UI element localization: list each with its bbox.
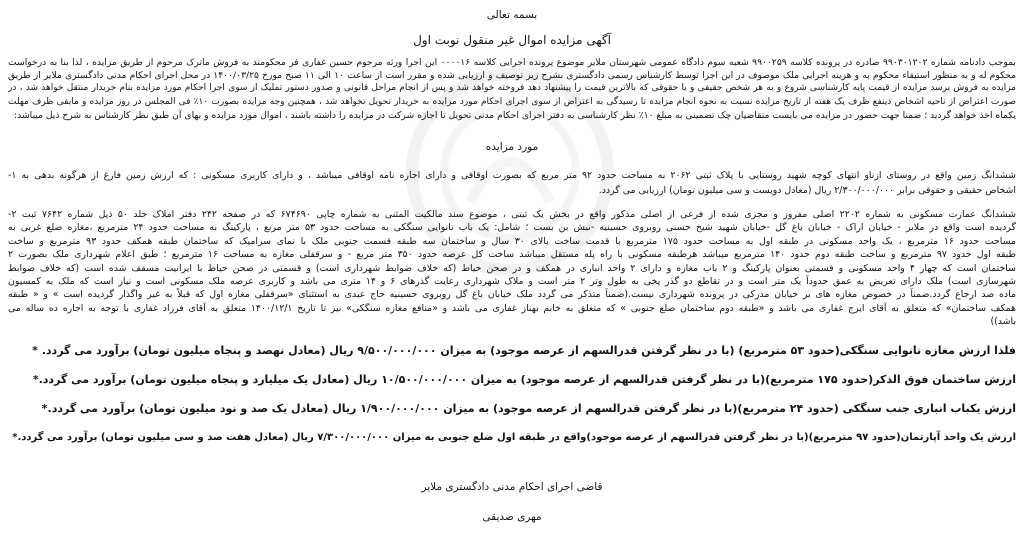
item-2-line: شهرسازی است) ملک دارای تعریض به عمق حدوداً یک متر است و در تقاطع دو گذر پخی به طول وتر ۲ متر است و ملاک شهرداری رعایت گذرهای ۶ و ۱۴ متری می باشد و کاربری عرصه ملک مسکونی است و نیاز است که ملک به کمسیون (8, 275, 1016, 287)
notice-title: آگهی مزایده اموال غیر منقول نوبت اول (413, 33, 611, 47)
intro-line: محکوم له و به منظور استیفاء محکوم به و هزینه اجرایی ملک موصوف در این اجرا توسط کارشناس رسمی دادگستری بشرح زیر توصیف و ارزیابی شده و مقرر است از ساعت ۱۰ الی ۱۱ صبح مورخ ۱۴۰۰/۰۳/۲۵ در محل اجرای احکام مدنی دادگستری ملایر از طریق (8, 70, 1016, 82)
intro-line: صورت اعتراض از ناحیه اشخاص ذینفع ظرف یک هفته از تاریخ مزایده نسبت به نحوه انجام مزایده تا رسیدگی به اعتراض از سوی اجرای احکام مورد مزایده به خریدار تحویل نخواهد شد ، همچنین وجه مزایده بصورت ۱۰٪ فی المجلس در روز مزایده و مابقی ظرف مهلت (8, 96, 1016, 107)
auction-item-1 (8, 169, 1016, 198)
intro-line: یکماه اخذ خواهد گردید ؛ ضمنا جهت حضور در مزایده می بایست متقاضیان چک تضمینی به مبلغ ۱۰٪ نظر کارشناسی به دفتر اجرای احکام مدنی تحویل تا اجازه شرکت در مزایده را داشته باشند ، اموال مورد مزایده و بهای آن طبق نظر کارشناس به شرح ذیل میباشد: (14, 109, 1016, 121)
valuation-line: ارزش یک واحد آپارتمان(حدود ۹۷ مترمربع)(با در نظر گرفتن قدرالسهم از عرصه موجود)واقع در طبقه اول ضلع جنوبی به میزان ۷/۳۰۰/۰۰۰/۰۰۰ ریال (معادل هفت صد و سی میلیون تومان) برآورد می گردد.* (12, 432, 1016, 443)
item-2-line: مساحت حدود ۱۶ مترمربع ، یک واحد مسکونی در طبقه اول به مساحت حدود ۱۷۵ مترمربع با قدمت ساخت بالای ۳۰ سال و ساختمان سه طبقه قسمت جنوبی ملک با نمای سرامیک که ساختمان طبقه همکف حدود ۹۳ مترمربع و ساخت (8, 235, 1016, 247)
item-2-line: همکف ساختمان» که متعلق به آقای ایرج غفاری می باشد و «طبقه دوم ساختمان ضلع جنوبی » که متعلق به خانم بهناز غفاری می باشد و «منافع مغازه سنگکی» نیز تا تاریخ ۱۴۰۰/۱۲/۱ متعلق به آقای فرزاد غفاری با توجه به اجاره ده ساله می (8, 302, 1016, 314)
intro-line: مزایده به فروش برسد مزایده از قیمت پایه کارشناسی شروع و به هر شخص حقیقی و یا حقوقی که بالاترین قیمت را پیشنهاد دهد فروخته خواهد شد و پس از انجام مراحل قانونی و صدور دستور تملیک از سوی اجرا احکام مورد مزایده بنام خریدار منتقل خواهد شد ، در (8, 83, 1016, 94)
auction-item-2 (8, 208, 1016, 329)
valuation-line: ارزش یکباب انباری جنب سنگکی (حدود ۲۴ مترمربع)(با در نظر گرفتن قدرالسهم از عرصه موجود) به میزان ۱/۹۰۰/۰۰۰/۰۰۰ ریال (معادل یک صد و نود میلیون تومان) برآورد می گردد.* (41, 402, 1016, 415)
item-2-line: گردیده است واقع در ملایر - خیابان اراک - خیابان باغ گل -خیابان شهید شیخ حسنی روبروی حسینیه -نبش بن بست ؛ شامل: یک باب نانوایی سنگکی به مساحت حدود ۵۳ متر مربع ، پارکینگ به مساحت حدود ۲۴ مترمربع ،مغازه ضلع غربی به (8, 222, 1016, 234)
item-1-line: ششدانگ زمین واقع در روستای ازناو انتهای کوچه شهید روستایی با پلاک ثبتی ۲۰۶۲ به مساحت حدود ۹۲ متر مربع که بصورت اوقافی و دارای اجاره نامه اوقافی میباشد ، و دارای کاربری مسکونی : که ارزش زمین فارغ از هرگونه بدهی به ۱- (8, 170, 1016, 181)
item-1-line: اشخاص حقیقی و حقوقی برابر ۲/۳۰۰/۰۰۰/۰۰۰ ریال (معادل دویست و سی میلیون تومان) ارزیابی می گردد. (598, 184, 1016, 196)
signatory-name: مهری صدیقی (482, 511, 542, 523)
page-title-invocation: بسمه تعالی (486, 9, 538, 21)
item-2-line: طبقه اول حدود ۹۷ مترمربع و ساخت طبقه دوم حدود ۱۴۰ مترمربع میباشد هرطبقه مسکونی با راه پله مستقل میباشد ساخت کل عرصه حدود ۳۵۰ متر مربع - و سرقفلی مغازه به مساحت ۱۶ مترمربع ؛ طبق اعلام شهرداری ملک بصورت ۲ (8, 249, 1016, 261)
signatory-title: قاضی اجرای احکام مدنی دادگستری ملایر (421, 481, 603, 493)
item-2-line: ساختمان است که چهار ۴ واحد مسکونی و قسمتی بعنوان پارکینگ و ۲ باب مغازه و دارای ۲ واحد انباری در همکف و در صحن حیاط (که خلاف ضوابط شهرداری است) و قسمتی در صحن حیاط با ایرانیت مسقف شده است (که خلاف ضوابط (8, 262, 1016, 274)
item-2-line: ماده صد ارجاع گردد.ضمناً در خصوص مغازه های بر خیابان مدرکی در پرونده شهرداری نیست.(ضمناً متذکر می گردد ملک خیابان باغ گل روبروی حسینیه حاج عبدی به استثنای «سرقفلی مغازه اول که قبلاً به غیر واگذار گردیده است » و « طبقه (8, 289, 1016, 301)
intro-paragraph (8, 56, 1016, 122)
item-2-line: باشد)) (990, 316, 1016, 328)
valuation-line: فلذا ارزش مغازه نانوایی سنگکی(حدود ۵۳ مترمربع) (با در نظر گرفتن قدرالسهم از عرصه موجود) به میزان ۹/۵۰۰/۰۰۰/۰۰۰ ریال (معادل نهصد و پنجاه میلیون تومان) برآورد می گردد. * (32, 344, 1016, 357)
item-2-line: ششدانگ عمارت مسکونی به شماره ۲۲۰۲ اصلی مفروز و مجزی شده از فرعی از اصلی مذکور واقع در بخش یک ثبتی ، موضوع سند مالکیت المثنی به شماره چاپی ۶۷۴۶۹۰ که در صفحه ۲۴۲ دفتر املاک جلد ۵۰ ذیل شماره ۷۶۴۲ ثبت ۲- (8, 209, 1016, 220)
valuation-line: ارزش ساختمان فوق الذکر(حدود ۱۷۵ مترمربع)(با در نظر گرفتن قدرالسهم از عرصه موجود) به میزان ۱۰/۵۰۰/۰۰۰/۰۰۰ ریال (معادل یک میلیارد و پنجاه میلیون تومان) برآورد می گردد.* (32, 373, 1016, 386)
section-heading: مورد مزایده (485, 141, 539, 153)
intro-line: بموجب دادنامه شماره ۹۹۰۳۰۱۲۰۲ صادره در پرونده کلاسه ۹۹۰۰۲۵۹ شعبه سوم دادگاه عمومی شهرستان ملایر موضوع پرونده اجرایی کلاسه ۰۰۰۰۱۶ این اجرا ورثه مرحوم حسین غفاری فر محکومند به فروش ماترک مرحوم از طریق مزایده ، لذا بنا به درخواست (8, 57, 1016, 68)
valuation-list (8, 336, 1016, 452)
